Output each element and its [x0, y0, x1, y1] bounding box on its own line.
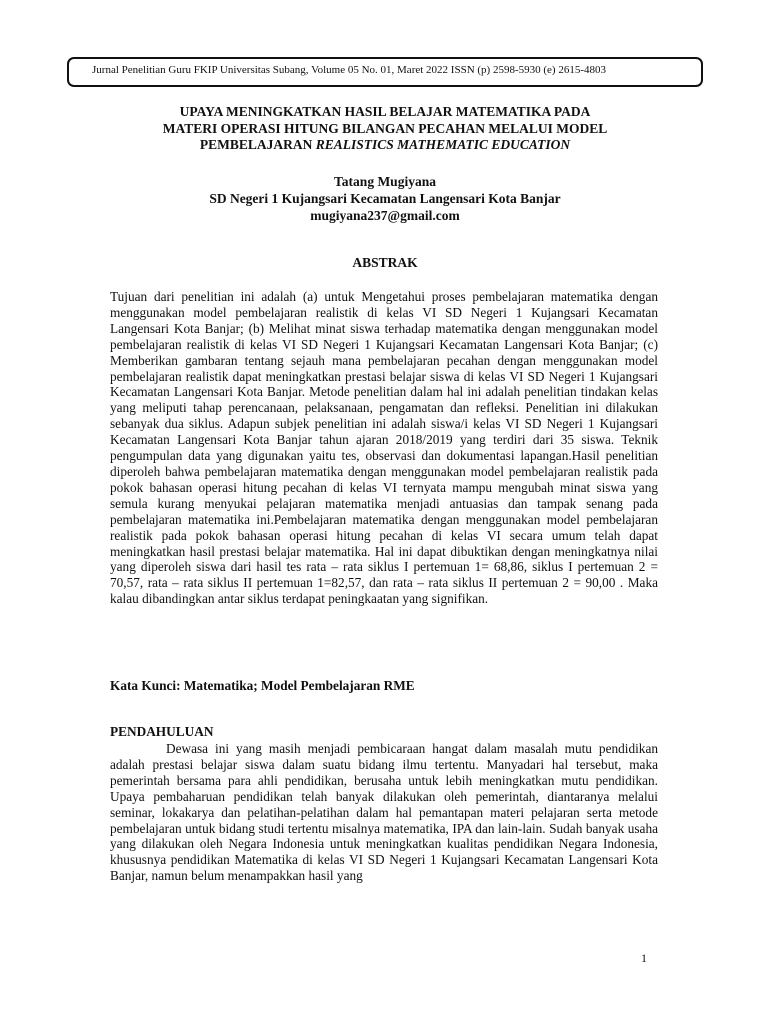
journal-header: Jurnal Penelitian Guru FKIP Universitas Subang, Volume 05 No. 01, Maret 2022 ISSN (p) 2598-5930 (e) 2615-4803 — [92, 64, 606, 76]
title-line-3 — [80, 137, 690, 154]
journal-header-box — [67, 57, 703, 87]
author-block — [80, 173, 690, 224]
page-number: 1 — [641, 951, 647, 965]
abstract-body: Tujuan dari penelitian ini adalah (a) untuk Mengetahui proses pembelajaran matematika dengan menggunakan model pembelajaran realistik di kelas VI SD Negeri 1 Kujangsari Kecamatan Langensari Kota Banjar; (b) Melihat minat siswa terhadap matematika dengan menggunakan model pembelajaran realistik di kelas VI SD Negeri 1 Kujangsari Kecamatan Langensari Kota Banjar; (c) Memberikan gambaran tentang sejauh mana pembelajaran pecahan dengan menggunakan model pembelajaran realistik dapat meningkatkan prestasi belajar siswa di kelas VI SD Negeri 1 Kujangsari Kecamatan Langensari Kota Banjar. Metode penelitian dalam hal ini adalah penelitian tindakan kelas yang meliputi tahap perencanaan, pelaksanaan, pengamatan dan refleksi. Penelitian ini dilakukan sebanyak dua siklus. Adapun subjek penelitian ini adalah siswa/i kelas VI SD Negeri 1 Kujangsari Kecamatan Langensari Kota Banjar tahun ajaran 2018/2019 yang terdiri dari 35 siswa. Teknik pengumpulan data yang digunakan yaitu tes, observasi dan dokumentasi lapangan.Hasil penelitian diperoleh bahwa pembelajaran matematika dengan menggunakan model pembelajaran realistik pada pokok bahasan operasi hitung pecahan di kelas VI ternyata mampu mengubah minat siswa yang semula kurang menyukai pelajaran matematika menjadi antuasias dan tampak senang pada pembelajaran matematika ini.Pembelajaran matematika dengan menggunakan model pembelajaran realistik pada pokok bahasan operasi hitung pecahan di kelas VI secara umum telah dapat meningkatkan hasil prestasi belajar matematika. Hal ini dapat dibuktikan dengan meningkatnya nilai yang diperoleh siswa dari hasil tes rata – rata siklus I pertemuan 1= 68,86, siklus I pertemuan 2 = 70,57, rata – rata siklus II pertemuan 1=82,57, dan rata – rata siklus II pertemuan 2 = 90,00 . Maka kalau dibandingkan antar siklus terdapat peningkaatan yang signifikan. — [110, 289, 658, 607]
author-name: Tatang Mugiyana — [334, 174, 436, 189]
author-email: mugiyana237@gmail.com — [310, 208, 460, 223]
title-line-3-prefix: PEMBELAJARAN — [199, 137, 316, 152]
title-line-1: UPAYA MENINGKATKAN HASIL BELAJAR MATEMATIKA PADA — [179, 104, 591, 119]
title-line-2: MATERI OPERASI HITUNG BILANGAN PECAHAN MELALUI MODEL — [162, 120, 608, 136]
paper-title — [80, 104, 690, 154]
title-line-3-italic: REALISTICS MATHEMATIC EDUCATION — [315, 137, 571, 152]
introduction-body: Dewasa ini yang masih menjadi pembicaraan hangat dalam masalah mutu pendidikan adalah prestasi belajar siswa dalam suatu bidang ilmu tertentu. Manyadari hal tersebut, maka pemerintah bersama para ahli pendidikan, berusaha untuk lebih meningkatkan mutu pendidikan. Upaya pembaharuan pendidikan telah banyak dilakukan oleh pemerintah, diantaranya melalui seminar, lokakarya dan pelatihan-pelatihan dalam hal pemantapan materi pelajaran serta metode pembelajaran untuk bidang studi tertentu misalnya matematika, IPA dan lain-lain. Sudah banyak usaha yang dilakukan oleh Negara Indonesia untuk meningkatkan kualitas pendidikan Negara Indonesia, khususnya pendidikan Matematika di kelas VI SD Negeri 1 Kujangsari Kecamatan Langensari Kota Banjar, namun belum menampakkan hasil yang — [110, 741, 658, 884]
author-affiliation: SD Negeri 1 Kujangsari Kecamatan Langensari Kota Banjar — [209, 191, 561, 206]
keywords: Kata Kunci: Matematika; Model Pembelajaran RME — [110, 678, 415, 693]
introduction-heading: PENDAHULUAN — [110, 724, 214, 739]
abstract-heading: ABSTRAK — [352, 255, 418, 270]
